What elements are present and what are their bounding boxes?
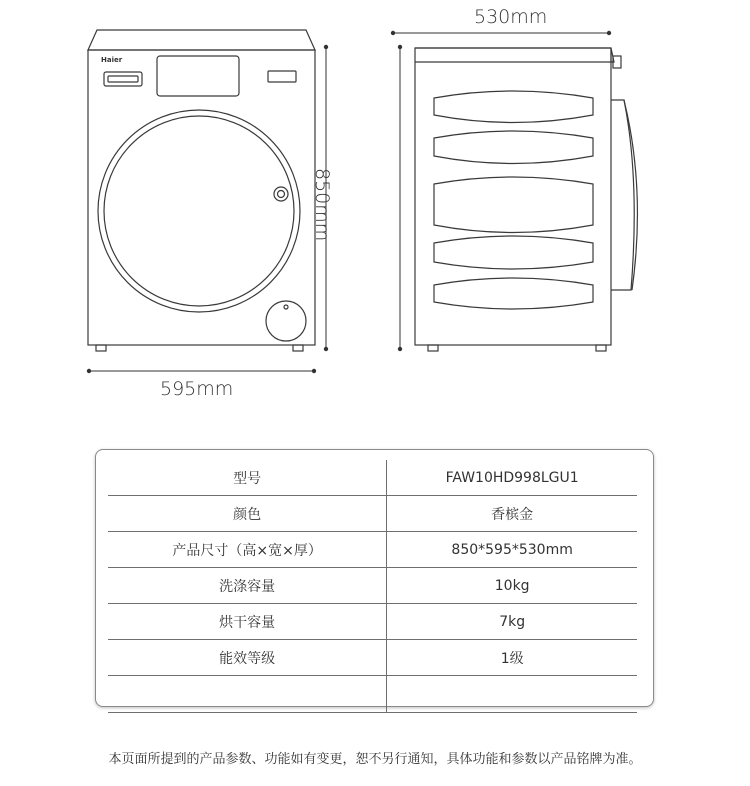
spec-key: 能效等级: [108, 640, 387, 676]
spec-key: 烘干容量: [108, 604, 387, 640]
spec-value: 850*595*530mm: [387, 532, 637, 568]
table-row: [108, 640, 637, 676]
table-row: [108, 496, 637, 532]
spec-value: 10kg: [387, 568, 637, 604]
spec-value: 香槟金: [387, 496, 637, 532]
spec-key: 颜色: [108, 496, 387, 532]
spec-key: 型号: [108, 460, 387, 496]
spec-value: 7kg: [387, 604, 637, 640]
dimension-lines: [89, 33, 609, 371]
spec-key: 产品尺寸（高×宽×厚）: [108, 532, 387, 568]
height-dimension-label: 850mm: [311, 168, 333, 242]
spec-table: [108, 460, 637, 713]
brand-logo: Haier: [101, 56, 123, 64]
table-row: [108, 460, 637, 496]
depth-dimension-label: 530mm: [474, 6, 548, 28]
table-row: [108, 532, 637, 568]
spec-table-card: [95, 449, 654, 707]
spec-value: FAW10HD998LGU1: [387, 460, 637, 496]
front-view: [88, 30, 315, 351]
disclaimer-text: 本页面所提到的产品参数、功能如有变更，恕不另行通知，具体功能和参数以产品铭牌为准。: [108, 752, 642, 767]
spec-key: [108, 676, 387, 713]
spec-value: 1级: [387, 640, 637, 676]
table-row: [108, 676, 637, 713]
table-row: [108, 604, 637, 640]
width-dimension-label: 595mm: [160, 378, 234, 400]
table-row: [108, 568, 637, 604]
spec-key: 洗涤容量: [108, 568, 387, 604]
side-view: [415, 48, 637, 351]
spec-value: [387, 676, 637, 713]
